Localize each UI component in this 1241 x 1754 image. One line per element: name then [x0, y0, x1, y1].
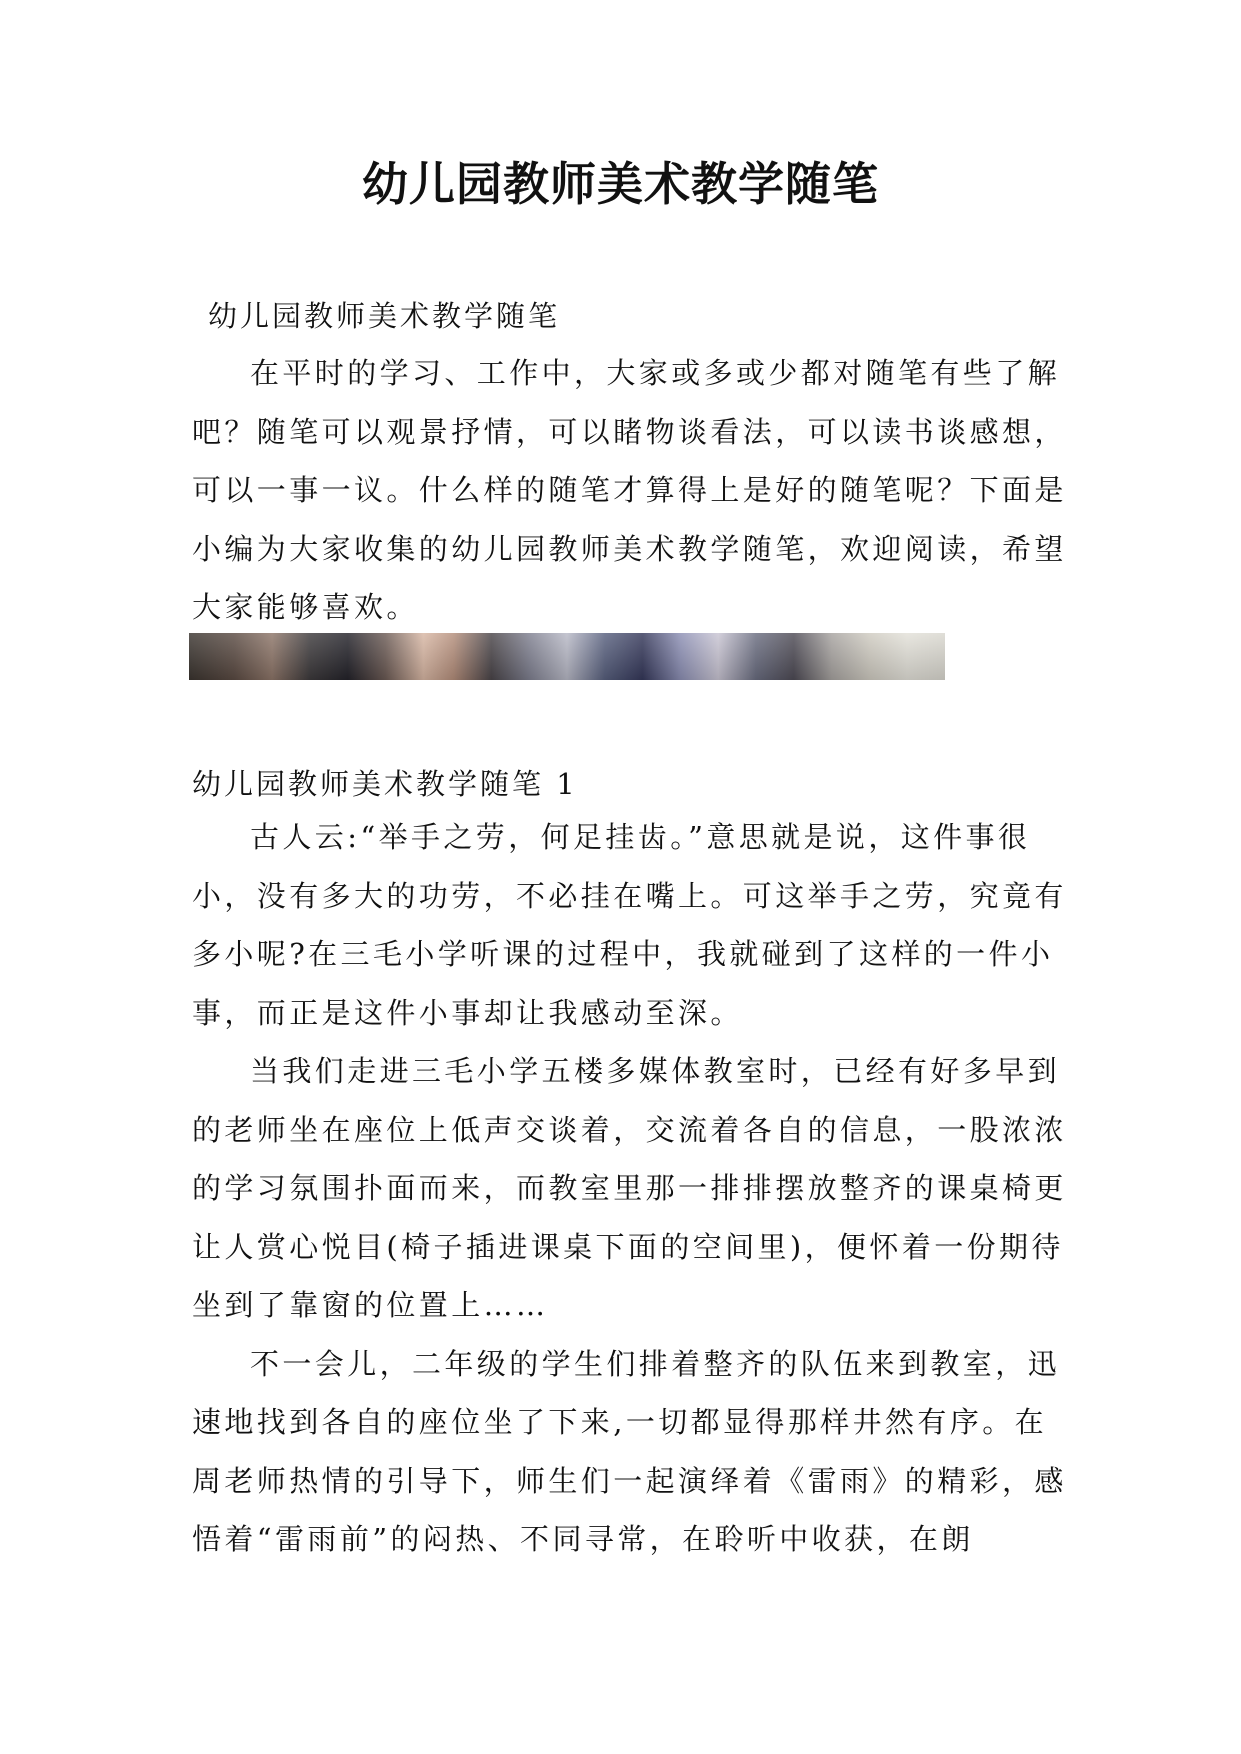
intro-section [192, 344, 1072, 637]
document-subtitle: 幼儿园教师美术教学随笔 [208, 299, 561, 333]
cropped-photo-image [189, 633, 945, 680]
section-1-heading: 幼儿园教师美术教学随笔 1 [192, 767, 578, 801]
section-1-paragraph: 古人云:“举手之劳，何足挂齿。”意思就是说，这件事很小，没有多大的功劳，不必挂在嘴上。可这举手之劳，究竟有多小呢?在三毛小学听课的过程中，我就碰到了这样的一件小事，而正是这件小事却让我感动至深。 [192, 820, 1067, 1030]
document-title: 幼儿园教师美术教学随笔 [362, 157, 879, 211]
intro-paragraph: 在平时的学习、工作中，大家或多或少都对随笔有些了解吧？随笔可以观景抒情，可以睹物谈看法，可以读书谈感想，可以一事一议。什么样的随笔才算得上是好的随笔呢？下面是小编为大家收集的幼儿园教师美术教学随笔，欢迎阅读，希望大家能够喜欢。 [192, 356, 1067, 624]
section-1-body [192, 758, 1072, 1569]
section-1-paragraph: 不一会儿，二年级的学生们排着整齐的队伍来到教室，迅速地找到各自的座位坐了下来,一切都显得那样井然有序。在周老师热情的引导下，师生们一起演绎着《雷雨》的精彩，感悟着“雷雨前”的闷热、不同寻常，在聆听中收获，在朗 [192, 1346, 1067, 1556]
section-1-paragraph: 当我们走进三毛小学五楼多媒体教室时，已经有好多早到的老师坐在座位上低声交谈着，交流着各自的信息，一股浓浓的学习氛围扑面而来，而教室里那一排排摆放整齐的课桌椅更让人赏心悦目(椅子插进课桌下面的空间里)，便怀着一份期待坐到了靠窗的位置上…… [192, 1054, 1067, 1322]
